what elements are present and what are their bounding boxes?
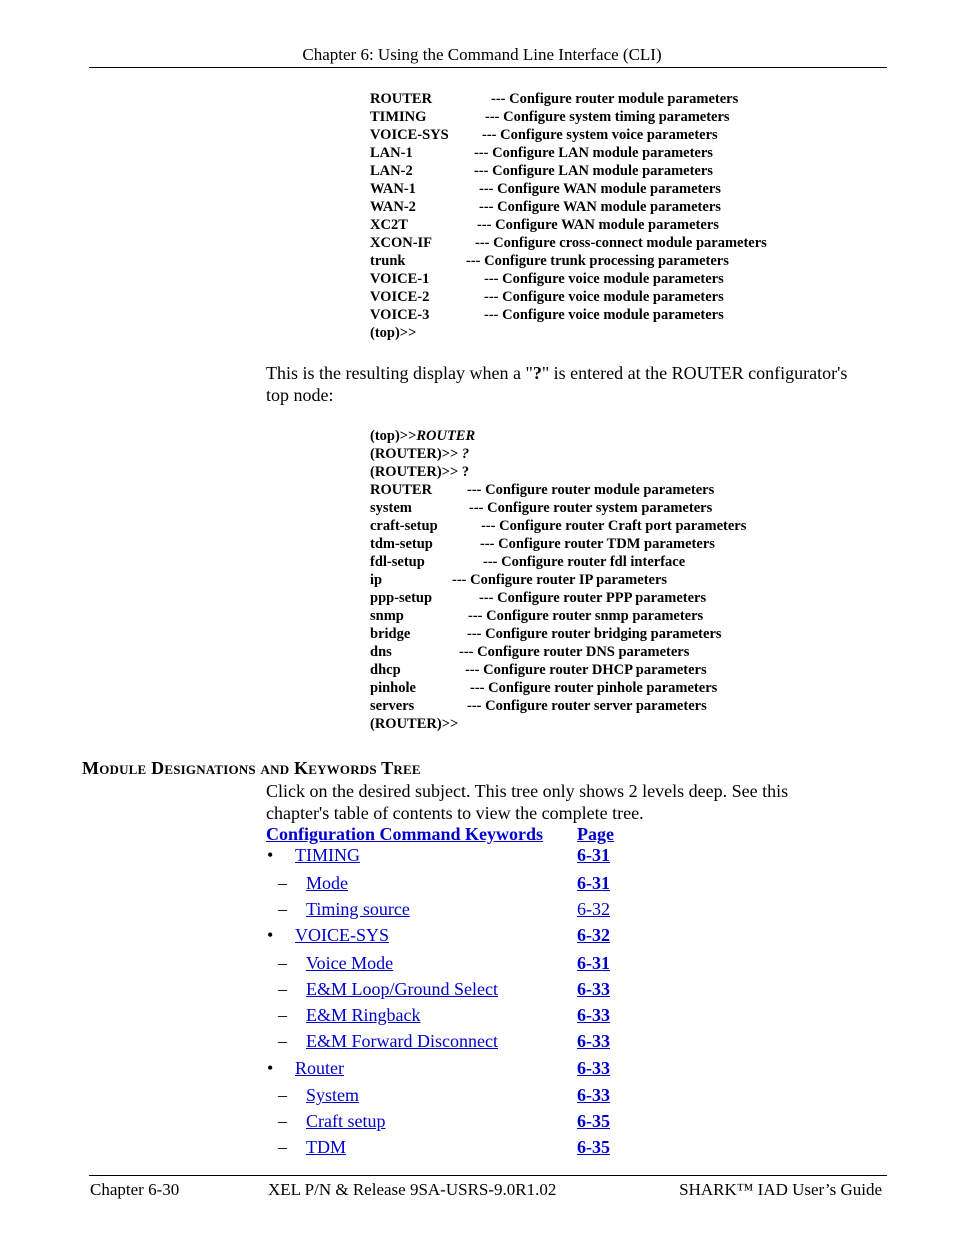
- toc-page-link[interactable]: 6-33: [577, 1085, 610, 1105]
- cli-command: TIMING: [370, 109, 427, 125]
- toc-page-link[interactable]: 6-32: [577, 899, 610, 919]
- toc-entry-link[interactable]: System: [306, 1085, 360, 1105]
- toc-entry-link[interactable]: E&M Loop/Ground Select: [306, 979, 498, 999]
- footer-rule: [89, 1175, 887, 1176]
- cli-command: (ROUTER)>>: [370, 716, 459, 732]
- toc-entry: [0, 925, 954, 949]
- cli-description: --- Configure router fdl interface: [483, 554, 686, 570]
- toc-entry-link[interactable]: Timing source: [306, 899, 410, 919]
- dash-icon: –: [278, 1031, 287, 1051]
- toc-page-link[interactable]: 6-31: [577, 845, 610, 865]
- toc-page-link[interactable]: 6-33: [577, 1005, 610, 1025]
- toc-entry: [0, 1031, 954, 1055]
- cli-command: bridge: [370, 626, 411, 642]
- toc-page-link[interactable]: 6-32: [577, 925, 610, 945]
- toc-entry-link[interactable]: Voice Mode: [306, 953, 394, 973]
- toc-entry: [0, 1111, 954, 1135]
- cli-command: LAN-1: [370, 145, 413, 161]
- cli-command: dhcp: [370, 662, 401, 678]
- toc-entry: [0, 953, 954, 977]
- cli-prompt-line: [370, 463, 475, 481]
- cli-description: --- Configure system timing parameters: [485, 109, 730, 125]
- cli-command: LAN-2: [370, 163, 413, 179]
- toc-header-page[interactable]: [577, 824, 614, 845]
- cli-command: WAN-2: [370, 199, 416, 215]
- cli-command: ROUTER: [370, 91, 433, 107]
- cli-command: XC2T: [370, 217, 408, 233]
- section-description: [266, 780, 788, 824]
- dash-icon: –: [278, 873, 287, 893]
- cli-description: --- Configure router system parameters: [469, 500, 713, 516]
- cli-router-listing: [370, 481, 830, 741]
- toc-entry: [0, 899, 954, 923]
- toc-page-link[interactable]: 6-31: [577, 953, 610, 973]
- bullet-icon: •: [267, 925, 274, 945]
- dash-icon: –: [278, 953, 287, 973]
- header-rule: [89, 67, 887, 68]
- toc-entry: [0, 1058, 954, 1082]
- dash-icon: –: [278, 899, 287, 919]
- intro-line-2: top node:: [266, 385, 334, 405]
- cli-prompt: (ROUTER)>> ?: [370, 464, 470, 480]
- cli-router-prompts: [370, 427, 475, 481]
- cli-description: --- Configure trunk processing parameters: [466, 253, 729, 269]
- cli-prompt-line: [370, 445, 475, 463]
- footer-right: SHARK™ IAD User’s Guide: [679, 1180, 882, 1199]
- cli-command: trunk: [370, 253, 406, 269]
- cli-description: --- Configure voice module parameters: [484, 289, 724, 305]
- cli-description: --- Configure WAN module parameters: [479, 181, 721, 197]
- toc-page-link[interactable]: 6-31: [577, 873, 610, 893]
- bullet-icon: •: [267, 1058, 274, 1078]
- cli-top-listing: [370, 90, 830, 350]
- cli-command: VOICE-2: [370, 289, 430, 305]
- cli-prompt: (top)>>: [370, 428, 417, 444]
- cli-command: dns: [370, 644, 392, 660]
- cli-command: tdm-setup: [370, 536, 433, 552]
- cli-command: WAN-1: [370, 181, 416, 197]
- cli-description: --- Configure router pinhole parameters: [470, 680, 718, 696]
- keywords-tree: [0, 845, 954, 1165]
- page-header-title: Chapter 6: Using the Command Line Interface (CLI): [302, 45, 662, 64]
- toc-page-link[interactable]: 6-33: [577, 979, 610, 999]
- question-mark: ?: [532, 363, 542, 383]
- cli-command: pinhole: [370, 680, 416, 696]
- cli-command: servers: [370, 698, 415, 714]
- dash-icon: –: [278, 1111, 287, 1131]
- toc-header-page-link[interactable]: Page: [577, 824, 614, 844]
- cli-description: --- Configure system voice parameters: [482, 127, 718, 143]
- cli-command: system: [370, 500, 412, 516]
- toc-page-link[interactable]: 6-33: [577, 1058, 610, 1078]
- cli-command: VOICE-3: [370, 307, 430, 323]
- cli-description: --- Configure router Craft port parameters: [481, 518, 747, 534]
- footer-center: XEL P/N & Release 9SA-USRS-9.0R1.02: [268, 1180, 557, 1199]
- cli-command: ppp-setup: [370, 590, 433, 606]
- cli-description: --- Configure WAN module parameters: [479, 199, 721, 215]
- toc-entry-link[interactable]: E&M Ringback: [306, 1005, 421, 1025]
- cli-description: --- Configure router snmp parameters: [468, 608, 704, 624]
- section-description-line-2: chapter's table of contents to view the complete tree.: [266, 803, 644, 823]
- cli-description: --- Configure LAN module parameters: [474, 145, 713, 161]
- cli-description: --- Configure LAN module parameters: [474, 163, 713, 179]
- intro-line-1: This is the resulting display when a "?" is entered at the ROUTER configurator's: [266, 363, 848, 383]
- toc-entry: [0, 1005, 954, 1029]
- toc-entry-link[interactable]: VOICE-SYS: [295, 925, 390, 945]
- cli-description: --- Configure router DNS parameters: [459, 644, 690, 660]
- cli-input: ROUTER: [416, 428, 476, 444]
- cli-command: craft-setup: [370, 518, 438, 534]
- cli-description: --- Configure voice module parameters: [484, 271, 724, 287]
- cli-description: --- Configure router bridging parameters: [467, 626, 722, 642]
- cli-description: --- Configure voice module parameters: [484, 307, 724, 323]
- cli-command: XCON-IF: [370, 235, 433, 251]
- footer-left: Chapter 6-30: [90, 1180, 180, 1199]
- cli-command: VOICE-1: [370, 271, 430, 287]
- section-heading: Module Designations and Keywords Tree: [82, 758, 421, 778]
- cli-description: --- Configure router IP parameters: [452, 572, 668, 588]
- toc-entry: [0, 1137, 954, 1161]
- toc-page-link[interactable]: 6-33: [577, 1031, 610, 1051]
- toc-header-keywords[interactable]: [266, 824, 543, 845]
- toc-entry: [0, 979, 954, 1003]
- cli-command: fdl-setup: [370, 554, 425, 570]
- cli-description: --- Configure router module parameters: [491, 91, 739, 107]
- bullet-icon: •: [267, 845, 274, 865]
- cli-description: --- Configure router server parameters: [467, 698, 707, 714]
- cli-description: --- Configure router TDM parameters: [480, 536, 715, 552]
- cli-description: --- Configure router PPP parameters: [479, 590, 707, 606]
- cli-prompt-line: [370, 427, 475, 445]
- intro-paragraph: [266, 362, 847, 406]
- toc-entry-link[interactable]: TDM: [306, 1137, 346, 1157]
- toc-header-keywords-link[interactable]: Configuration Command Keywords: [266, 824, 544, 844]
- cli-input: ?: [461, 446, 470, 462]
- cli-description: --- Configure WAN module parameters: [477, 217, 719, 233]
- cli-command: (top)>>: [370, 325, 417, 341]
- dash-icon: –: [278, 1005, 287, 1025]
- cli-prompt: (ROUTER)>>: [370, 446, 462, 462]
- dash-icon: –: [278, 1137, 287, 1157]
- cli-command: ROUTER: [370, 482, 433, 498]
- cli-command: ip: [370, 572, 383, 588]
- toc-page-link[interactable]: 6-35: [577, 1111, 610, 1131]
- cli-description: --- Configure router DHCP parameters: [465, 662, 707, 678]
- toc-page-link[interactable]: 6-35: [577, 1137, 610, 1157]
- cli-description: --- Configure cross-connect module parameters: [475, 235, 767, 251]
- dash-icon: –: [278, 979, 287, 999]
- cli-description: --- Configure router module parameters: [467, 482, 715, 498]
- toc-entry: [0, 845, 954, 869]
- toc-entry-link[interactable]: E&M Forward Disconnect: [306, 1031, 498, 1051]
- toc-entry-link[interactable]: Router: [295, 1058, 344, 1078]
- cli-command: snmp: [370, 608, 404, 624]
- toc-entry-link[interactable]: TIMING: [295, 845, 360, 865]
- toc-entry-link[interactable]: Craft setup: [306, 1111, 386, 1131]
- cli-command: VOICE-SYS: [370, 127, 449, 143]
- toc-entry-link[interactable]: Mode: [306, 873, 348, 893]
- section-description-line-1: Click on the desired subject. This tree only shows 2 levels deep. See this: [266, 781, 789, 801]
- dash-icon: –: [278, 1085, 287, 1105]
- toc-entry: [0, 873, 954, 897]
- toc-entry: [0, 1085, 954, 1109]
